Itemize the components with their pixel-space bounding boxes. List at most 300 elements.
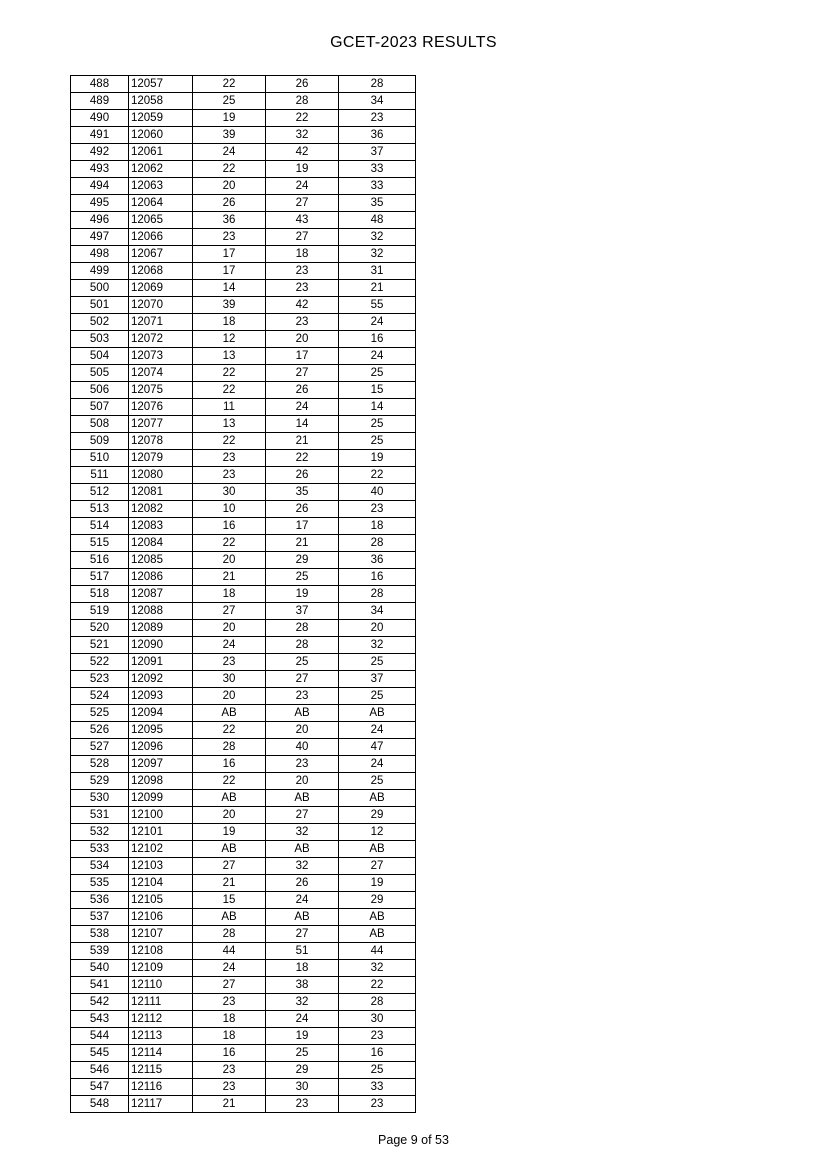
score-3-cell: 55 xyxy=(339,297,416,314)
serial-number-cell: 513 xyxy=(71,501,129,518)
page-footer: Page 9 of 53 xyxy=(378,1133,449,1147)
score-3-cell: 15 xyxy=(339,382,416,399)
table-row xyxy=(71,620,416,637)
score-2-cell: 20 xyxy=(266,722,339,739)
roll-number-cell: 12069 xyxy=(129,280,193,297)
table-row xyxy=(71,739,416,756)
score-2-cell: 24 xyxy=(266,1011,339,1028)
score-1-cell: 39 xyxy=(193,297,266,314)
score-3-cell: 14 xyxy=(339,399,416,416)
roll-number-cell: 12108 xyxy=(129,943,193,960)
score-2-cell: 20 xyxy=(266,331,339,348)
score-3-cell: AB xyxy=(339,705,416,722)
score-1-cell: 24 xyxy=(193,144,266,161)
table-row xyxy=(71,1079,416,1096)
score-3-cell: 16 xyxy=(339,331,416,348)
score-1-cell: 22 xyxy=(193,433,266,450)
score-1-cell: 26 xyxy=(193,195,266,212)
score-1-cell: 16 xyxy=(193,756,266,773)
roll-number-cell: 12062 xyxy=(129,161,193,178)
score-2-cell: 17 xyxy=(266,518,339,535)
serial-number-cell: 526 xyxy=(71,722,129,739)
score-3-cell: 20 xyxy=(339,620,416,637)
serial-number-cell: 502 xyxy=(71,314,129,331)
score-2-cell: 23 xyxy=(266,314,339,331)
roll-number-cell: 12096 xyxy=(129,739,193,756)
roll-number-cell: 12112 xyxy=(129,1011,193,1028)
score-2-cell: 25 xyxy=(266,654,339,671)
score-3-cell: 16 xyxy=(339,1045,416,1062)
score-1-cell: 12 xyxy=(193,331,266,348)
score-3-cell: 33 xyxy=(339,161,416,178)
score-2-cell: 28 xyxy=(266,637,339,654)
score-1-cell: 13 xyxy=(193,416,266,433)
score-2-cell: 23 xyxy=(266,688,339,705)
serial-number-cell: 538 xyxy=(71,926,129,943)
score-2-cell: AB xyxy=(266,705,339,722)
score-2-cell: 19 xyxy=(266,161,339,178)
table-row xyxy=(71,110,416,127)
score-3-cell: 28 xyxy=(339,994,416,1011)
roll-number-cell: 12083 xyxy=(129,518,193,535)
serial-number-cell: 509 xyxy=(71,433,129,450)
score-1-cell: 19 xyxy=(193,824,266,841)
roll-number-cell: 12060 xyxy=(129,127,193,144)
score-2-cell: 43 xyxy=(266,212,339,229)
roll-number-cell: 12098 xyxy=(129,773,193,790)
score-1-cell: 23 xyxy=(193,994,266,1011)
table-row xyxy=(71,756,416,773)
score-3-cell: 21 xyxy=(339,280,416,297)
serial-number-cell: 507 xyxy=(71,399,129,416)
serial-number-cell: 524 xyxy=(71,688,129,705)
score-3-cell: 12 xyxy=(339,824,416,841)
score-1-cell: 22 xyxy=(193,535,266,552)
roll-number-cell: 12070 xyxy=(129,297,193,314)
score-3-cell: 23 xyxy=(339,110,416,127)
score-1-cell: 36 xyxy=(193,212,266,229)
serial-number-cell: 543 xyxy=(71,1011,129,1028)
score-3-cell: 32 xyxy=(339,960,416,977)
serial-number-cell: 533 xyxy=(71,841,129,858)
score-2-cell: 27 xyxy=(266,807,339,824)
table-row xyxy=(71,297,416,314)
score-3-cell: 48 xyxy=(339,212,416,229)
serial-number-cell: 522 xyxy=(71,654,129,671)
score-1-cell: AB xyxy=(193,841,266,858)
results-table xyxy=(70,75,416,1113)
serial-number-cell: 506 xyxy=(71,382,129,399)
score-3-cell: 24 xyxy=(339,722,416,739)
score-2-cell: 37 xyxy=(266,603,339,620)
table-row xyxy=(71,399,416,416)
score-3-cell: 33 xyxy=(339,178,416,195)
serial-number-cell: 532 xyxy=(71,824,129,841)
score-3-cell: 33 xyxy=(339,1079,416,1096)
score-1-cell: 20 xyxy=(193,178,266,195)
score-1-cell: 21 xyxy=(193,569,266,586)
roll-number-cell: 12085 xyxy=(129,552,193,569)
table-row xyxy=(71,977,416,994)
score-3-cell: 34 xyxy=(339,603,416,620)
table-row xyxy=(71,76,416,93)
serial-number-cell: 511 xyxy=(71,467,129,484)
roll-number-cell: 12068 xyxy=(129,263,193,280)
score-2-cell: 14 xyxy=(266,416,339,433)
table-row xyxy=(71,1096,416,1113)
roll-number-cell: 12063 xyxy=(129,178,193,195)
score-1-cell: 22 xyxy=(193,722,266,739)
table-row xyxy=(71,586,416,603)
score-1-cell: 18 xyxy=(193,586,266,603)
score-3-cell: AB xyxy=(339,926,416,943)
score-1-cell: 23 xyxy=(193,654,266,671)
roll-number-cell: 12107 xyxy=(129,926,193,943)
table-row xyxy=(71,382,416,399)
score-1-cell: 20 xyxy=(193,688,266,705)
roll-number-cell: 12109 xyxy=(129,960,193,977)
score-3-cell: 25 xyxy=(339,416,416,433)
serial-number-cell: 494 xyxy=(71,178,129,195)
serial-number-cell: 501 xyxy=(71,297,129,314)
roll-number-cell: 12080 xyxy=(129,467,193,484)
score-3-cell: 25 xyxy=(339,773,416,790)
score-3-cell: 32 xyxy=(339,229,416,246)
score-3-cell: 34 xyxy=(339,93,416,110)
roll-number-cell: 12099 xyxy=(129,790,193,807)
score-1-cell: 22 xyxy=(193,382,266,399)
serial-number-cell: 495 xyxy=(71,195,129,212)
serial-number-cell: 505 xyxy=(71,365,129,382)
score-2-cell: 21 xyxy=(266,433,339,450)
table-row xyxy=(71,280,416,297)
score-1-cell: 18 xyxy=(193,1028,266,1045)
score-2-cell: 42 xyxy=(266,297,339,314)
score-3-cell: 29 xyxy=(339,807,416,824)
score-1-cell: 18 xyxy=(193,1011,266,1028)
score-1-cell: 16 xyxy=(193,518,266,535)
table-row xyxy=(71,263,416,280)
serial-number-cell: 547 xyxy=(71,1079,129,1096)
score-3-cell: 37 xyxy=(339,671,416,688)
table-row xyxy=(71,671,416,688)
score-2-cell: 23 xyxy=(266,1096,339,1113)
score-2-cell: 18 xyxy=(266,960,339,977)
roll-number-cell: 12095 xyxy=(129,722,193,739)
roll-number-cell: 12076 xyxy=(129,399,193,416)
score-2-cell: 18 xyxy=(266,246,339,263)
score-3-cell: 19 xyxy=(339,450,416,467)
score-1-cell: 27 xyxy=(193,858,266,875)
page-title: GCET-2023 RESULTS xyxy=(330,34,497,51)
serial-number-cell: 528 xyxy=(71,756,129,773)
score-1-cell: 22 xyxy=(193,76,266,93)
results-table-body xyxy=(71,76,416,1113)
score-3-cell: 22 xyxy=(339,977,416,994)
table-row xyxy=(71,824,416,841)
roll-number-cell: 12086 xyxy=(129,569,193,586)
score-1-cell: 20 xyxy=(193,807,266,824)
score-3-cell: 24 xyxy=(339,314,416,331)
score-3-cell: 25 xyxy=(339,1062,416,1079)
score-2-cell: 42 xyxy=(266,144,339,161)
roll-number-cell: 12089 xyxy=(129,620,193,637)
table-row xyxy=(71,1045,416,1062)
score-1-cell: AB xyxy=(193,909,266,926)
score-1-cell: 22 xyxy=(193,773,266,790)
roll-number-cell: 12091 xyxy=(129,654,193,671)
score-2-cell: 26 xyxy=(266,501,339,518)
score-2-cell: 19 xyxy=(266,1028,339,1045)
table-row xyxy=(71,960,416,977)
score-1-cell: 24 xyxy=(193,960,266,977)
score-2-cell: 26 xyxy=(266,76,339,93)
table-row xyxy=(71,858,416,875)
score-1-cell: AB xyxy=(193,705,266,722)
roll-number-cell: 12078 xyxy=(129,433,193,450)
roll-number-cell: 12102 xyxy=(129,841,193,858)
serial-number-cell: 499 xyxy=(71,263,129,280)
score-1-cell: 10 xyxy=(193,501,266,518)
score-3-cell: 36 xyxy=(339,127,416,144)
score-1-cell: 17 xyxy=(193,246,266,263)
roll-number-cell: 12058 xyxy=(129,93,193,110)
score-2-cell: 24 xyxy=(266,892,339,909)
score-2-cell: 22 xyxy=(266,450,339,467)
table-row xyxy=(71,654,416,671)
score-2-cell: 29 xyxy=(266,1062,339,1079)
score-3-cell: 40 xyxy=(339,484,416,501)
score-1-cell: 44 xyxy=(193,943,266,960)
score-2-cell: 24 xyxy=(266,178,339,195)
table-row xyxy=(71,365,416,382)
table-row xyxy=(71,229,416,246)
serial-number-cell: 544 xyxy=(71,1028,129,1045)
score-2-cell: AB xyxy=(266,909,339,926)
score-1-cell: 23 xyxy=(193,467,266,484)
score-2-cell: 27 xyxy=(266,195,339,212)
score-3-cell: 28 xyxy=(339,76,416,93)
score-3-cell: 37 xyxy=(339,144,416,161)
score-3-cell: 28 xyxy=(339,535,416,552)
score-3-cell: 23 xyxy=(339,1096,416,1113)
score-2-cell: 26 xyxy=(266,382,339,399)
score-3-cell: 36 xyxy=(339,552,416,569)
score-1-cell: 14 xyxy=(193,280,266,297)
score-1-cell: 11 xyxy=(193,399,266,416)
roll-number-cell: 12106 xyxy=(129,909,193,926)
serial-number-cell: 531 xyxy=(71,807,129,824)
score-1-cell: 22 xyxy=(193,161,266,178)
table-row xyxy=(71,246,416,263)
table-row xyxy=(71,841,416,858)
score-2-cell: 24 xyxy=(266,399,339,416)
table-row xyxy=(71,161,416,178)
score-2-cell: 28 xyxy=(266,620,339,637)
roll-number-cell: 12081 xyxy=(129,484,193,501)
score-3-cell: 35 xyxy=(339,195,416,212)
score-2-cell: 28 xyxy=(266,93,339,110)
table-row xyxy=(71,127,416,144)
serial-number-cell: 546 xyxy=(71,1062,129,1079)
score-3-cell: 30 xyxy=(339,1011,416,1028)
serial-number-cell: 519 xyxy=(71,603,129,620)
roll-number-cell: 12101 xyxy=(129,824,193,841)
table-row xyxy=(71,93,416,110)
serial-number-cell: 520 xyxy=(71,620,129,637)
serial-number-cell: 534 xyxy=(71,858,129,875)
serial-number-cell: 510 xyxy=(71,450,129,467)
score-3-cell: AB xyxy=(339,841,416,858)
roll-number-cell: 12066 xyxy=(129,229,193,246)
table-row xyxy=(71,943,416,960)
serial-number-cell: 497 xyxy=(71,229,129,246)
roll-number-cell: 12067 xyxy=(129,246,193,263)
roll-number-cell: 12061 xyxy=(129,144,193,161)
score-2-cell: 32 xyxy=(266,127,339,144)
score-1-cell: 25 xyxy=(193,93,266,110)
table-row xyxy=(71,892,416,909)
score-1-cell: 30 xyxy=(193,484,266,501)
score-1-cell: 20 xyxy=(193,620,266,637)
score-2-cell: 29 xyxy=(266,552,339,569)
score-2-cell: 25 xyxy=(266,1045,339,1062)
table-row xyxy=(71,331,416,348)
score-3-cell: 31 xyxy=(339,263,416,280)
score-2-cell: 27 xyxy=(266,671,339,688)
table-row xyxy=(71,875,416,892)
score-2-cell: 23 xyxy=(266,280,339,297)
table-row xyxy=(71,926,416,943)
score-1-cell: 28 xyxy=(193,739,266,756)
score-2-cell: 26 xyxy=(266,875,339,892)
serial-number-cell: 498 xyxy=(71,246,129,263)
serial-number-cell: 488 xyxy=(71,76,129,93)
score-3-cell: 18 xyxy=(339,518,416,535)
score-1-cell: 19 xyxy=(193,110,266,127)
score-1-cell: 15 xyxy=(193,892,266,909)
roll-number-cell: 12087 xyxy=(129,586,193,603)
roll-number-cell: 12100 xyxy=(129,807,193,824)
score-3-cell: 24 xyxy=(339,348,416,365)
table-row xyxy=(71,773,416,790)
roll-number-cell: 12111 xyxy=(129,994,193,1011)
score-3-cell: 19 xyxy=(339,875,416,892)
serial-number-cell: 514 xyxy=(71,518,129,535)
serial-number-cell: 500 xyxy=(71,280,129,297)
roll-number-cell: 12117 xyxy=(129,1096,193,1113)
roll-number-cell: 12113 xyxy=(129,1028,193,1045)
table-row xyxy=(71,1028,416,1045)
table-row xyxy=(71,484,416,501)
table-row xyxy=(71,501,416,518)
score-1-cell: 23 xyxy=(193,1062,266,1079)
serial-number-cell: 545 xyxy=(71,1045,129,1062)
roll-number-cell: 12104 xyxy=(129,875,193,892)
table-row xyxy=(71,994,416,1011)
score-2-cell: 25 xyxy=(266,569,339,586)
score-2-cell: 38 xyxy=(266,977,339,994)
score-2-cell: AB xyxy=(266,841,339,858)
score-2-cell: 30 xyxy=(266,1079,339,1096)
score-1-cell: 27 xyxy=(193,977,266,994)
score-3-cell: 25 xyxy=(339,688,416,705)
score-1-cell: 16 xyxy=(193,1045,266,1062)
table-row xyxy=(71,416,416,433)
score-3-cell: 23 xyxy=(339,1028,416,1045)
score-3-cell: 29 xyxy=(339,892,416,909)
table-row xyxy=(71,450,416,467)
score-2-cell: AB xyxy=(266,790,339,807)
table-row xyxy=(71,790,416,807)
table-row xyxy=(71,195,416,212)
score-3-cell: 44 xyxy=(339,943,416,960)
score-1-cell: 23 xyxy=(193,229,266,246)
score-3-cell: AB xyxy=(339,909,416,926)
serial-number-cell: 536 xyxy=(71,892,129,909)
score-3-cell: 25 xyxy=(339,654,416,671)
serial-number-cell: 539 xyxy=(71,943,129,960)
table-row xyxy=(71,518,416,535)
roll-number-cell: 12115 xyxy=(129,1062,193,1079)
serial-number-cell: 529 xyxy=(71,773,129,790)
score-3-cell: 32 xyxy=(339,246,416,263)
roll-number-cell: 12094 xyxy=(129,705,193,722)
table-row xyxy=(71,603,416,620)
serial-number-cell: 516 xyxy=(71,552,129,569)
serial-number-cell: 537 xyxy=(71,909,129,926)
serial-number-cell: 504 xyxy=(71,348,129,365)
score-3-cell: AB xyxy=(339,790,416,807)
score-1-cell: 21 xyxy=(193,875,266,892)
roll-number-cell: 12084 xyxy=(129,535,193,552)
score-1-cell: 17 xyxy=(193,263,266,280)
score-2-cell: 51 xyxy=(266,943,339,960)
score-2-cell: 26 xyxy=(266,467,339,484)
serial-number-cell: 490 xyxy=(71,110,129,127)
table-row xyxy=(71,535,416,552)
table-row xyxy=(71,705,416,722)
table-row xyxy=(71,314,416,331)
table-row xyxy=(71,467,416,484)
score-1-cell: 23 xyxy=(193,1079,266,1096)
table-row xyxy=(71,144,416,161)
score-1-cell: 39 xyxy=(193,127,266,144)
score-2-cell: 27 xyxy=(266,926,339,943)
serial-number-cell: 525 xyxy=(71,705,129,722)
table-row xyxy=(71,212,416,229)
score-3-cell: 22 xyxy=(339,467,416,484)
score-3-cell: 24 xyxy=(339,756,416,773)
score-2-cell: 27 xyxy=(266,365,339,382)
score-2-cell: 23 xyxy=(266,263,339,280)
serial-number-cell: 515 xyxy=(71,535,129,552)
score-2-cell: 40 xyxy=(266,739,339,756)
score-2-cell: 27 xyxy=(266,229,339,246)
roll-number-cell: 12103 xyxy=(129,858,193,875)
serial-number-cell: 489 xyxy=(71,93,129,110)
table-row xyxy=(71,909,416,926)
serial-number-cell: 535 xyxy=(71,875,129,892)
serial-number-cell: 512 xyxy=(71,484,129,501)
serial-number-cell: 548 xyxy=(71,1096,129,1113)
serial-number-cell: 493 xyxy=(71,161,129,178)
serial-number-cell: 508 xyxy=(71,416,129,433)
roll-number-cell: 12064 xyxy=(129,195,193,212)
score-3-cell: 25 xyxy=(339,433,416,450)
score-3-cell: 23 xyxy=(339,501,416,518)
serial-number-cell: 503 xyxy=(71,331,129,348)
